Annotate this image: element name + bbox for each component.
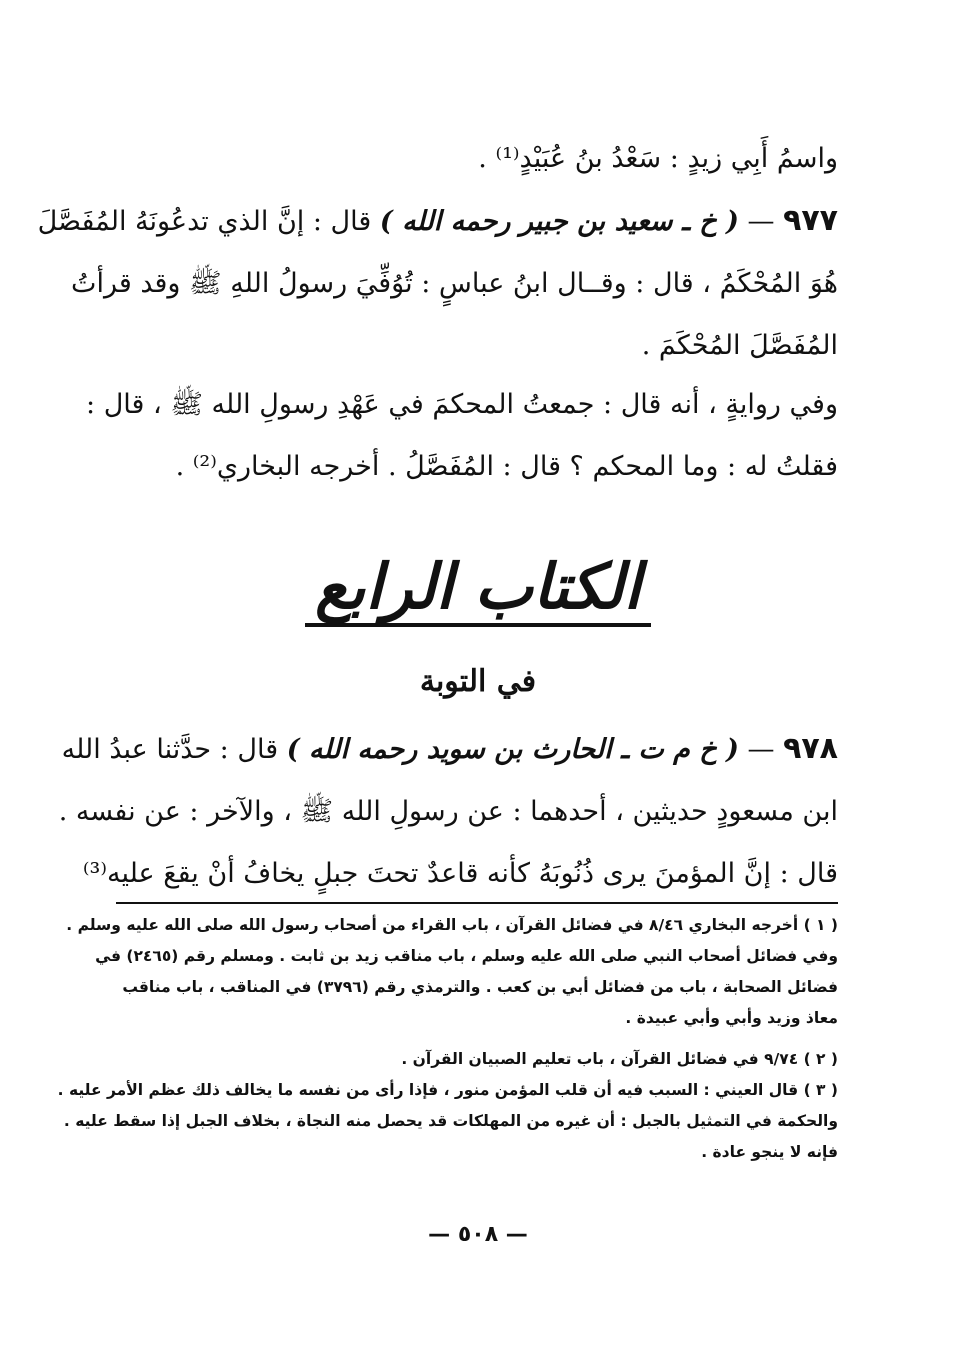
hadith-977-line-5: فقلتُ له : وما المحكم ؟ قال : المُفَصَّلُ . أخرجه البخاري⁽²⁾ .: [175, 451, 838, 482]
footnotes: [57, 910, 838, 1168]
footnote-text: قال العيني : السبب فيه أن قلب المؤمن منور ، فإذا رأى من نفسه ما يخالف ذلك عظم الأمر عليه .: [57, 1081, 799, 1099]
footnote-marker: ( ٣ ): [803, 1081, 838, 1099]
hadith-977-line-4: وفي روايةٍ ، أنه قال : جمعتُ المحكمَ في عَهْدِ رسولِ الله ﷺ ، قال :: [86, 389, 838, 420]
hadith-978-line-2: ابن مسعودٍ حديثين ، أحدهما : عن رسولِ الله ﷺ ، والآخر : عن نفسه .: [58, 796, 838, 827]
footnote-text: أخرجه البخاري ٨/٤٦ في فضائل القرآن ، باب القراء من أصحاب رسول الله صلى الله عليه وسلم .: [66, 916, 799, 934]
book-title-text: الكتاب الرابع: [305, 550, 651, 627]
hadith-977-variant: [86, 374, 838, 498]
footnote-line: [116, 1044, 838, 1075]
footnote-1: [66, 910, 838, 1034]
footnote-line: وفي فضائل أصحاب النبي صلى الله عليه وسلم ، باب مناقب زيد بن ثابت . ومسلم رقم (٢٤٦٥) في: [95, 947, 838, 965]
hadith-narrator: ( خ ـ سعيد بن جبير رحمه الله ): [379, 206, 739, 237]
opening-paragraph: [116, 128, 838, 190]
footnote-2: [116, 1044, 838, 1075]
hadith-977-line-3: المُفَصَّلَ المُحْكَمَ .: [641, 330, 838, 361]
page-number: — ٥٠٨ —: [428, 1222, 528, 1247]
book-title: [0, 550, 956, 627]
hadith-text: قال : إنَّ الذي تدعُونَهُ المُفَصَّلَ: [37, 206, 372, 237]
hadith-977: [37, 190, 838, 377]
footnote-line: فإنه لا ينجو عادة .: [701, 1143, 838, 1161]
hadith-978-line-1: [61, 718, 838, 781]
hadith-978: [58, 718, 838, 905]
footnote-separator: [116, 902, 838, 904]
footnote-line: معاذ وزيد وأبي وأبي عبيدة .: [625, 1009, 838, 1027]
hadith-number: ٩٧٧: [783, 203, 838, 238]
footnote-marker: ( ١ ): [803, 916, 838, 934]
text-line: واسمُ أَبِي زيدٍ : سَعْدُ بنُ عُبَيْدٍ⁽¹⁾ .: [478, 143, 838, 174]
hadith-dash: —: [747, 734, 775, 765]
footnote-line: [66, 910, 838, 941]
hadith-text: قال : حدَّثنا عبدُ الله: [61, 734, 279, 765]
hadith-narrator: ( خ م ت ـ الحارث بن سويد رحمه الله ): [286, 734, 739, 765]
chapter-title: في التوبة: [419, 664, 537, 699]
hadith-977-line-2: هُوَ المُحْكَمُ ، قال : وقــال ابنُ عباسٍ : تُوُفِّيَ رسولُ اللهِ ﷺ وقد قرأتُ: [71, 268, 838, 299]
footnote-3: [57, 1075, 838, 1168]
footnote-line: والحكمة في التمثيل بالجبل : أن غيره من المهلكات قد يحصل منه النجاة ، بخلاف الجبل إذا سقط عليه .: [63, 1112, 838, 1130]
footnote-marker: ( ٢ ): [803, 1050, 838, 1068]
hadith-dash: —: [747, 206, 775, 237]
hadith-977-line-1: [37, 190, 838, 253]
hadith-978-line-3: قال : إنَّ المؤمنَ يرى ذُنُوبَهُ كأنه قاعدٌ تحتَ جبلٍ يخافُ أنْ يقعَ عليه⁽³⁾: [82, 858, 838, 889]
footnote-text: ٩/٧٤ في فضائل القرآن ، باب تعليم الصبيان القرآن .: [401, 1050, 799, 1068]
hadith-number: ٩٧٨: [783, 731, 838, 766]
footnote-line: [57, 1075, 838, 1106]
footnote-line: فضائل الصحابة ، باب من فضائل أبي بن كعب . والترمذي رقم (٣٧٩٦) في المناقب ، باب مناقب: [122, 978, 838, 996]
